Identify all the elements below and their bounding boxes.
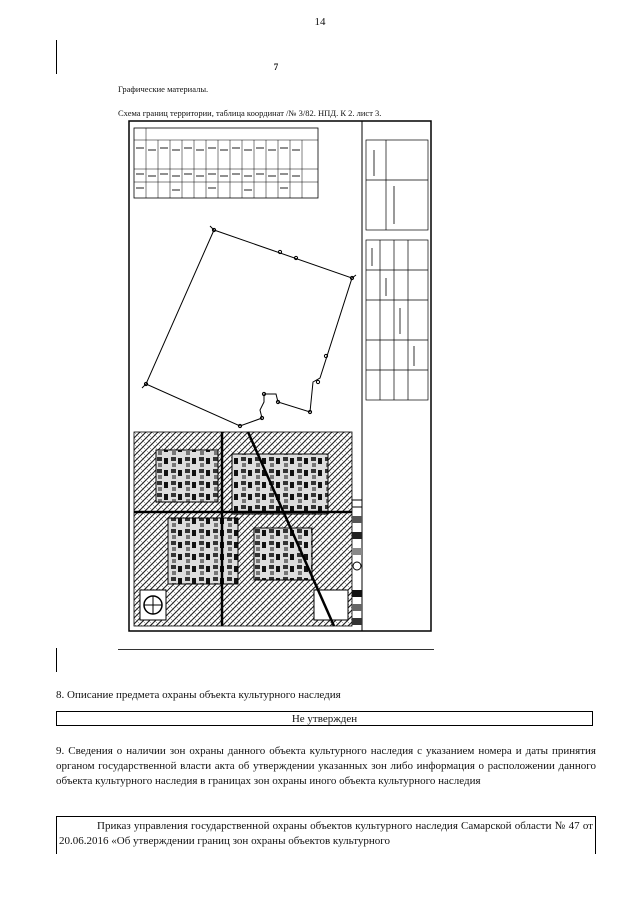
- section-8-title: 8. Описание предмета охраны объекта культурного наследия: [56, 689, 341, 701]
- inner-page-number: 7: [273, 62, 279, 72]
- scheme-bottom-rule: [118, 649, 434, 650]
- territory-scheme-sheet: [128, 120, 432, 632]
- margin-line-bottom: [56, 648, 57, 672]
- coordinate-table: [134, 128, 318, 198]
- margin-line-top: [56, 40, 57, 74]
- graphic-materials-caption: Графические материалы.: [118, 84, 209, 94]
- section-8-value: Не утвержден: [56, 711, 593, 726]
- section-9-title: 9. Сведения о наличии зон охраны данного объекта культурного наследия с указанием номера и даты принятия органом государственной власти акта об утверждении указанных зон либо информация о расположении данного объекта культурного наследия в границах зон охраны иного объекта культурного наследия: [56, 745, 596, 787]
- section-9-value: Приказ управления государственной охраны объектов культурного наследия Самарской области № 47 от 20.06.2016 «Об утверждении границ зон охраны объектов культурного: [56, 816, 596, 854]
- scheme-caption: Схема границ территории, таблица координат /№ 3/82. НПД. К 2. лист 3.: [118, 108, 382, 118]
- page-number: 14: [314, 16, 326, 28]
